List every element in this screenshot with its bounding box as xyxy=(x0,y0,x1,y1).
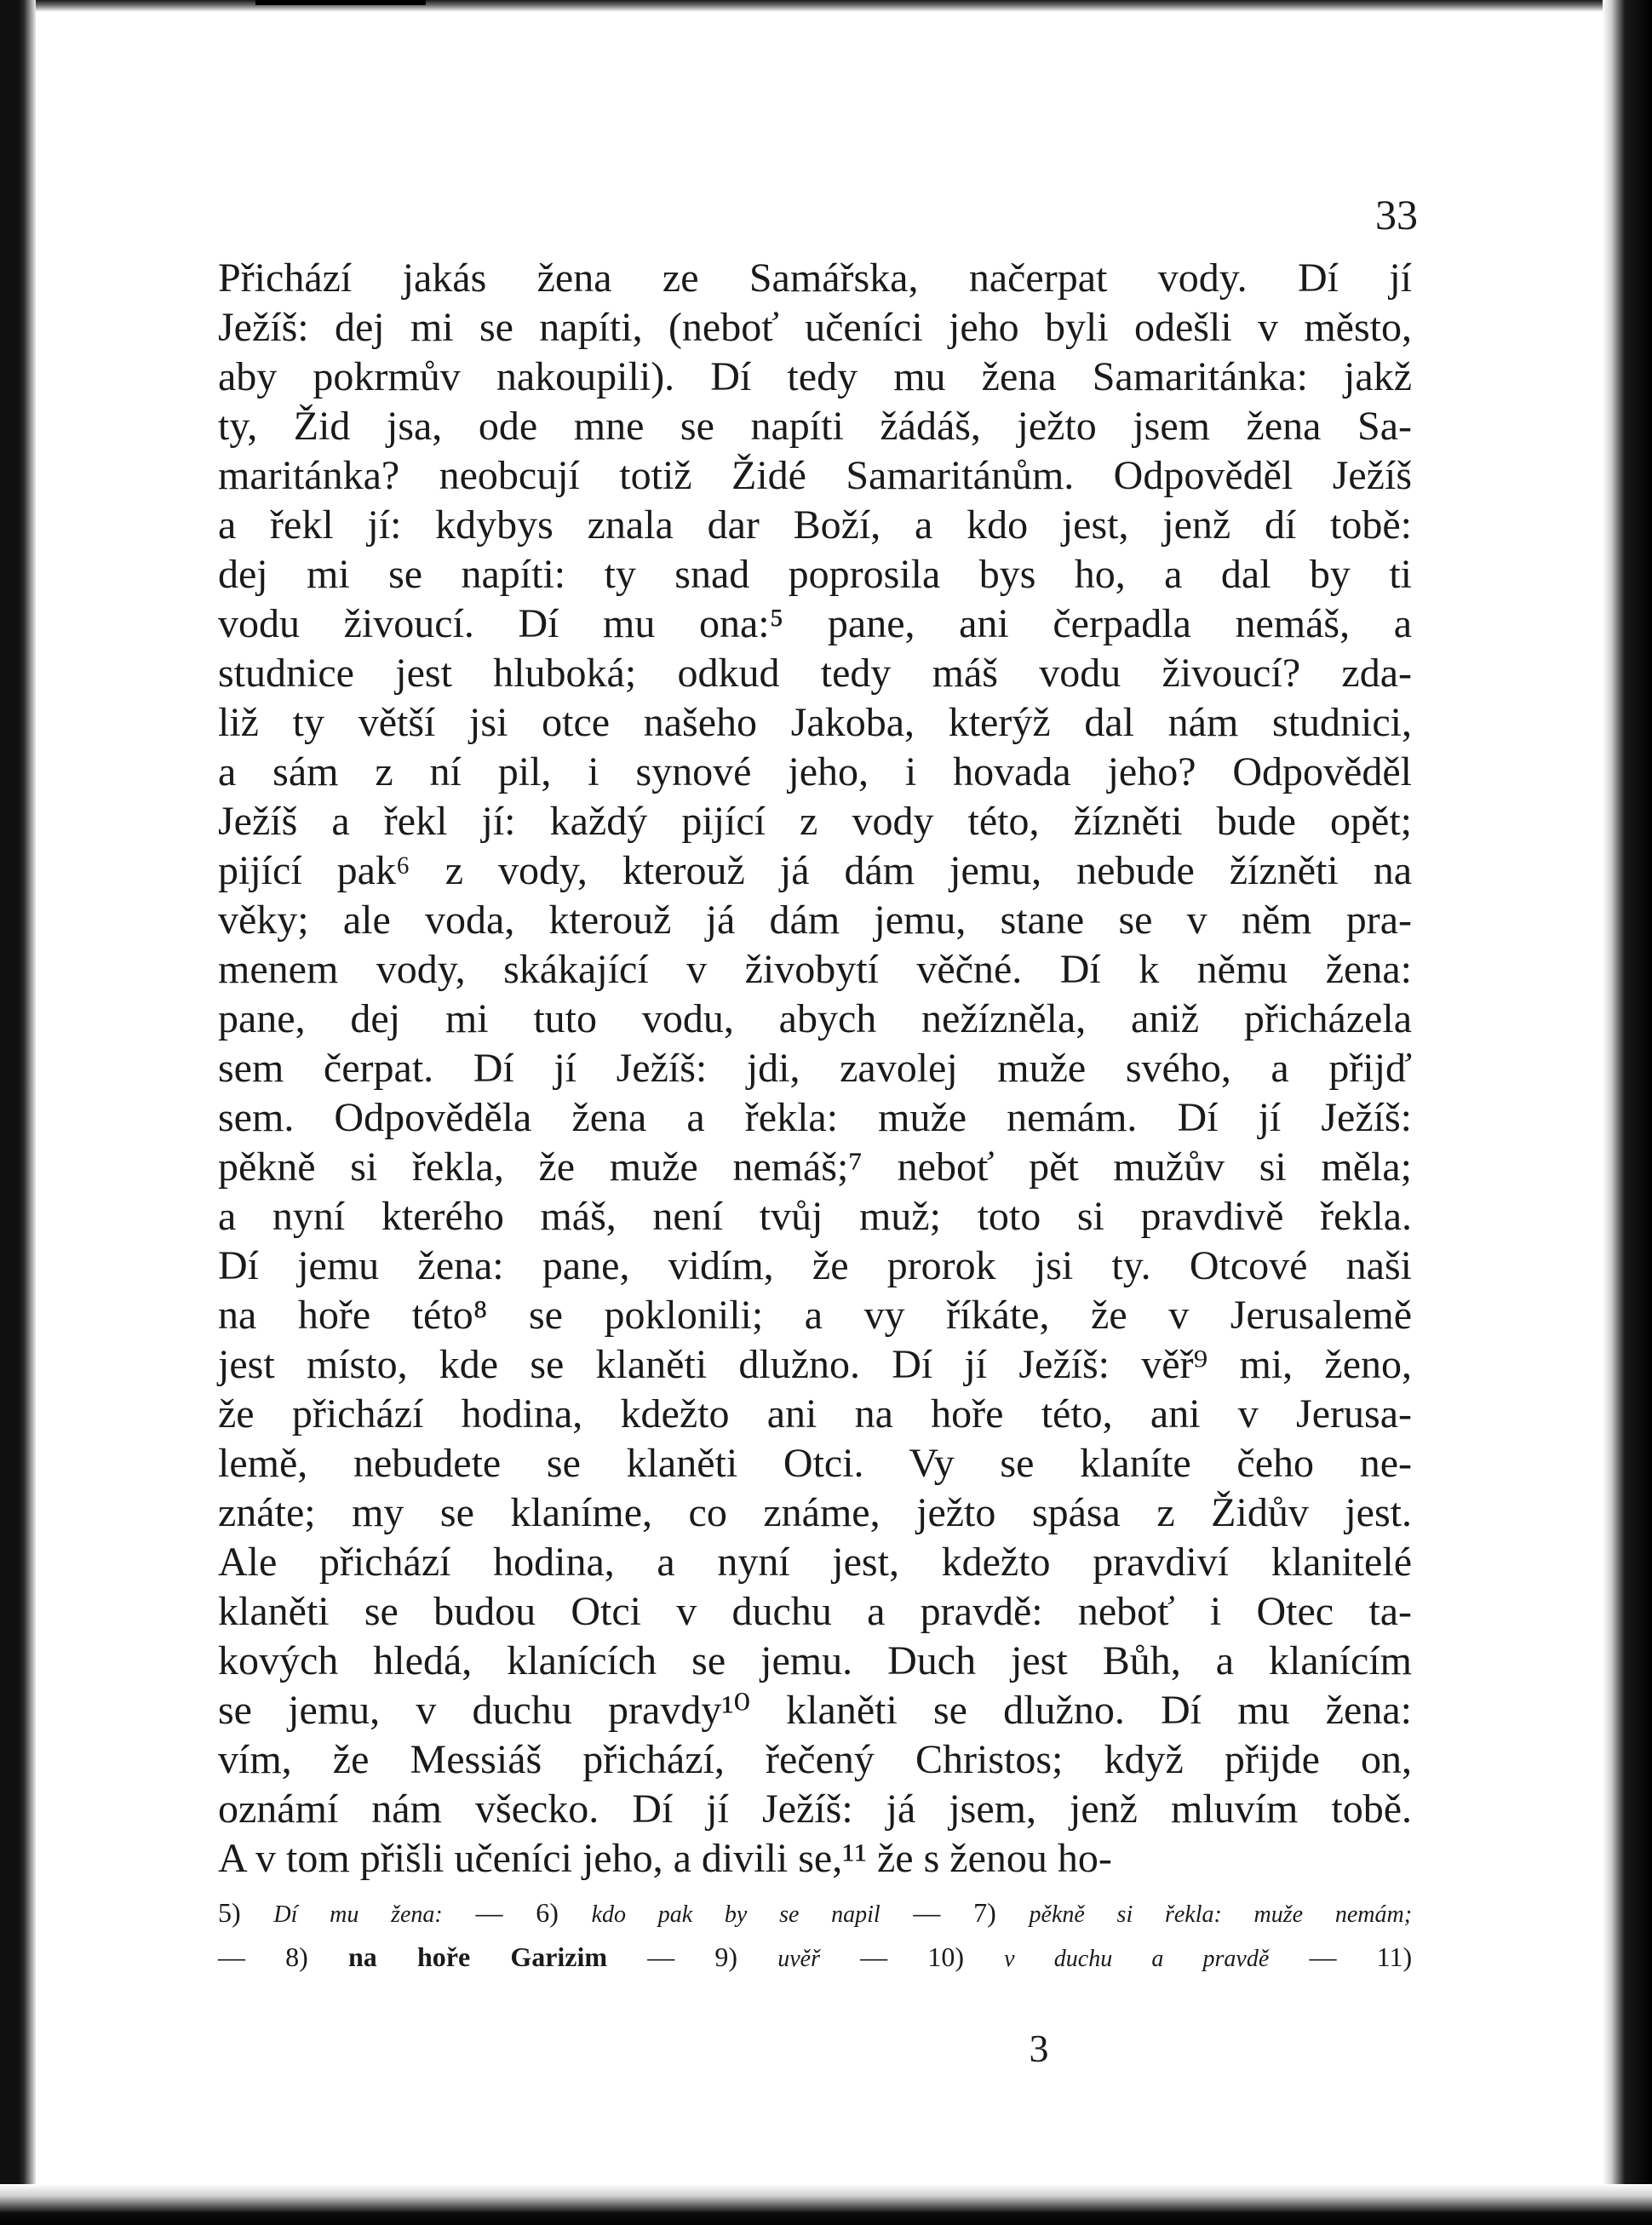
footnote-dash: — xyxy=(860,1941,888,1972)
text-line: oznámí nám všecko. Dí jí Ježíš: já jsem, jenž mluvím tobě. xyxy=(218,1786,1412,1832)
page-number: 33 xyxy=(1375,191,1418,238)
footnote-number: 9) xyxy=(714,1941,738,1972)
footnote-line xyxy=(218,1935,1412,1979)
footnote-line xyxy=(218,1890,1412,1935)
footnote-number: 6) xyxy=(536,1897,559,1928)
text-line: a nyní kterého máš, není tvůj muž; toto si pravdivě řekla. xyxy=(218,1194,1412,1239)
text-line: pijící pak⁶ z vody, kterouž já dám jemu, nebude žízněti na xyxy=(218,848,1412,893)
footnote-text: pěkně si řekla: muže nemám; xyxy=(1029,1901,1413,1928)
footnote-dash: — xyxy=(647,1941,675,1972)
text-line: lemě, nebudete se klaněti Otci. Vy se klaníte čeho ne- xyxy=(218,1441,1412,1486)
text-line: aby pokrmův nakoupili). Dí tedy mu žena Samaritánka: jakž xyxy=(218,354,1412,399)
text-line: vodu živoucí. Dí mu ona:⁵ pane, ani čerpadla nemáš, a xyxy=(218,601,1412,646)
scan-left-edge xyxy=(0,0,36,2225)
text-line: vím, že Messiáš přichází, řečený Christos; když přijde on, xyxy=(218,1737,1412,1782)
text-line: Dí jemu žena: pane, vidím, že prorok jsi ty. Otcové naši xyxy=(218,1243,1412,1288)
footnote-dash: — xyxy=(1309,1941,1337,1972)
text-line: Ježíš a řekl jí: každý pijící z vody této, žízněti bude opět; xyxy=(218,799,1412,844)
footnote-dash: — xyxy=(218,1941,245,1972)
text-line: klaněti se budou Otci v duchu a pravdě: neboť i Otec ta- xyxy=(218,1589,1412,1634)
text-line: Přichází jakás žena ze Samářska, načerpat vody. Dí jí xyxy=(218,255,1412,301)
footnote-number: 11) xyxy=(1376,1941,1413,1972)
text-line: jest místo, kde se klaněti dlužno. Dí jí Ježíš: věř⁹ mi, ženo, xyxy=(218,1342,1412,1387)
scan-top-mark xyxy=(255,0,426,5)
text-line: věky; ale voda, kterouž já dám jemu, stane se v něm pra- xyxy=(218,897,1412,943)
scan-right-edge xyxy=(1603,0,1652,2225)
body-text xyxy=(218,254,1412,1884)
text-line: sem čerpat. Dí jí Ježíš: jdi, zavolej muže svého, a přijď xyxy=(218,1046,1412,1091)
text-line: liž ty větší jsi otce našeho Jakoba, kterýž dal nám studnici, xyxy=(218,700,1412,745)
footnote-text: v duchu a pravdě xyxy=(1004,1946,1270,1972)
footnote-number: 7) xyxy=(973,1897,996,1928)
text-line: znáte; my se klaníme, co známe, ježto spása z Židův jest. xyxy=(218,1490,1412,1535)
text-line: sem. Odpověděla žena a řekla: muže nemám. Dí jí Ježíš: xyxy=(218,1095,1412,1140)
footnote-dash: — xyxy=(475,1897,503,1928)
footnotes xyxy=(218,1890,1412,1979)
footnote-dash: — xyxy=(913,1897,941,1928)
text-line: menem vody, skákající v živobytí věčné. Dí k němu žena: xyxy=(218,947,1412,992)
text-line: kových hledá, klanících se jemu. Duch jest Bůh, a klanícím xyxy=(218,1638,1412,1683)
signature-mark: 3 xyxy=(1029,2027,1049,2070)
text-line: pane, dej mi tuto vodu, abych nežízněla, aniž přicházela xyxy=(218,996,1412,1041)
text-line: A v tom přišli učeníci jeho, a divili se,¹¹ že s ženou ho- xyxy=(218,1836,1112,1881)
footnote-number: 8) xyxy=(285,1941,308,1972)
text-line: dej mi se napíti: ty snad poprosila bys ho, a dal by ti xyxy=(218,552,1412,597)
text-line: maritánka? neobcují totiž Židé Samaritánům. Odpověděl Ježíš xyxy=(218,453,1412,498)
text-line: se jemu, v duchu pravdy¹⁰ klaněti se dlužno. Dí mu žena: xyxy=(218,1688,1412,1733)
scan-bottom-edge xyxy=(0,2184,1652,2225)
footnote-text: Dí mu žena: xyxy=(273,1901,443,1928)
text-line: Ježíš: dej mi se napíti, (neboť učeníci jeho byli odešli v město, xyxy=(218,305,1412,350)
footnote-number: 10) xyxy=(927,1941,964,1972)
text-line: na hoře této⁸ se poklonili; a vy říkáte, že v Jerusalemě xyxy=(218,1293,1412,1338)
text-line: Ale přichází hodina, a nyní jest, kdežto pravdiví klanitelé xyxy=(218,1540,1412,1585)
footnote-text: kdo pak by se napil xyxy=(591,1901,880,1928)
footnote-text: uvěř xyxy=(777,1946,820,1972)
text-line: a řekl jí: kdybys znala dar Boží, a kdo jest, jenž dí tobě: xyxy=(218,502,1412,548)
text-line: studnice jest hluboká; odkud tedy máš vodu živoucí? zda- xyxy=(218,651,1412,696)
text-line: pěkně si řekla, že muže nemáš;⁷ neboť pět mužův si měla; xyxy=(218,1144,1412,1190)
text-line: že přichází hodina, kdežto ani na hoře této, ani v Jerusa- xyxy=(218,1391,1412,1437)
footnote-text-fraktur: na hoře Garizim xyxy=(348,1941,608,1972)
text-line: a sám z ní pil, i synové jeho, i hovada jeho? Odpověděl xyxy=(218,749,1412,794)
text-line: ty, Žid jsa, ode mne se napíti žádáš, ježto jsem žena Sa- xyxy=(218,404,1412,449)
footnote-number: 5) xyxy=(218,1897,241,1928)
